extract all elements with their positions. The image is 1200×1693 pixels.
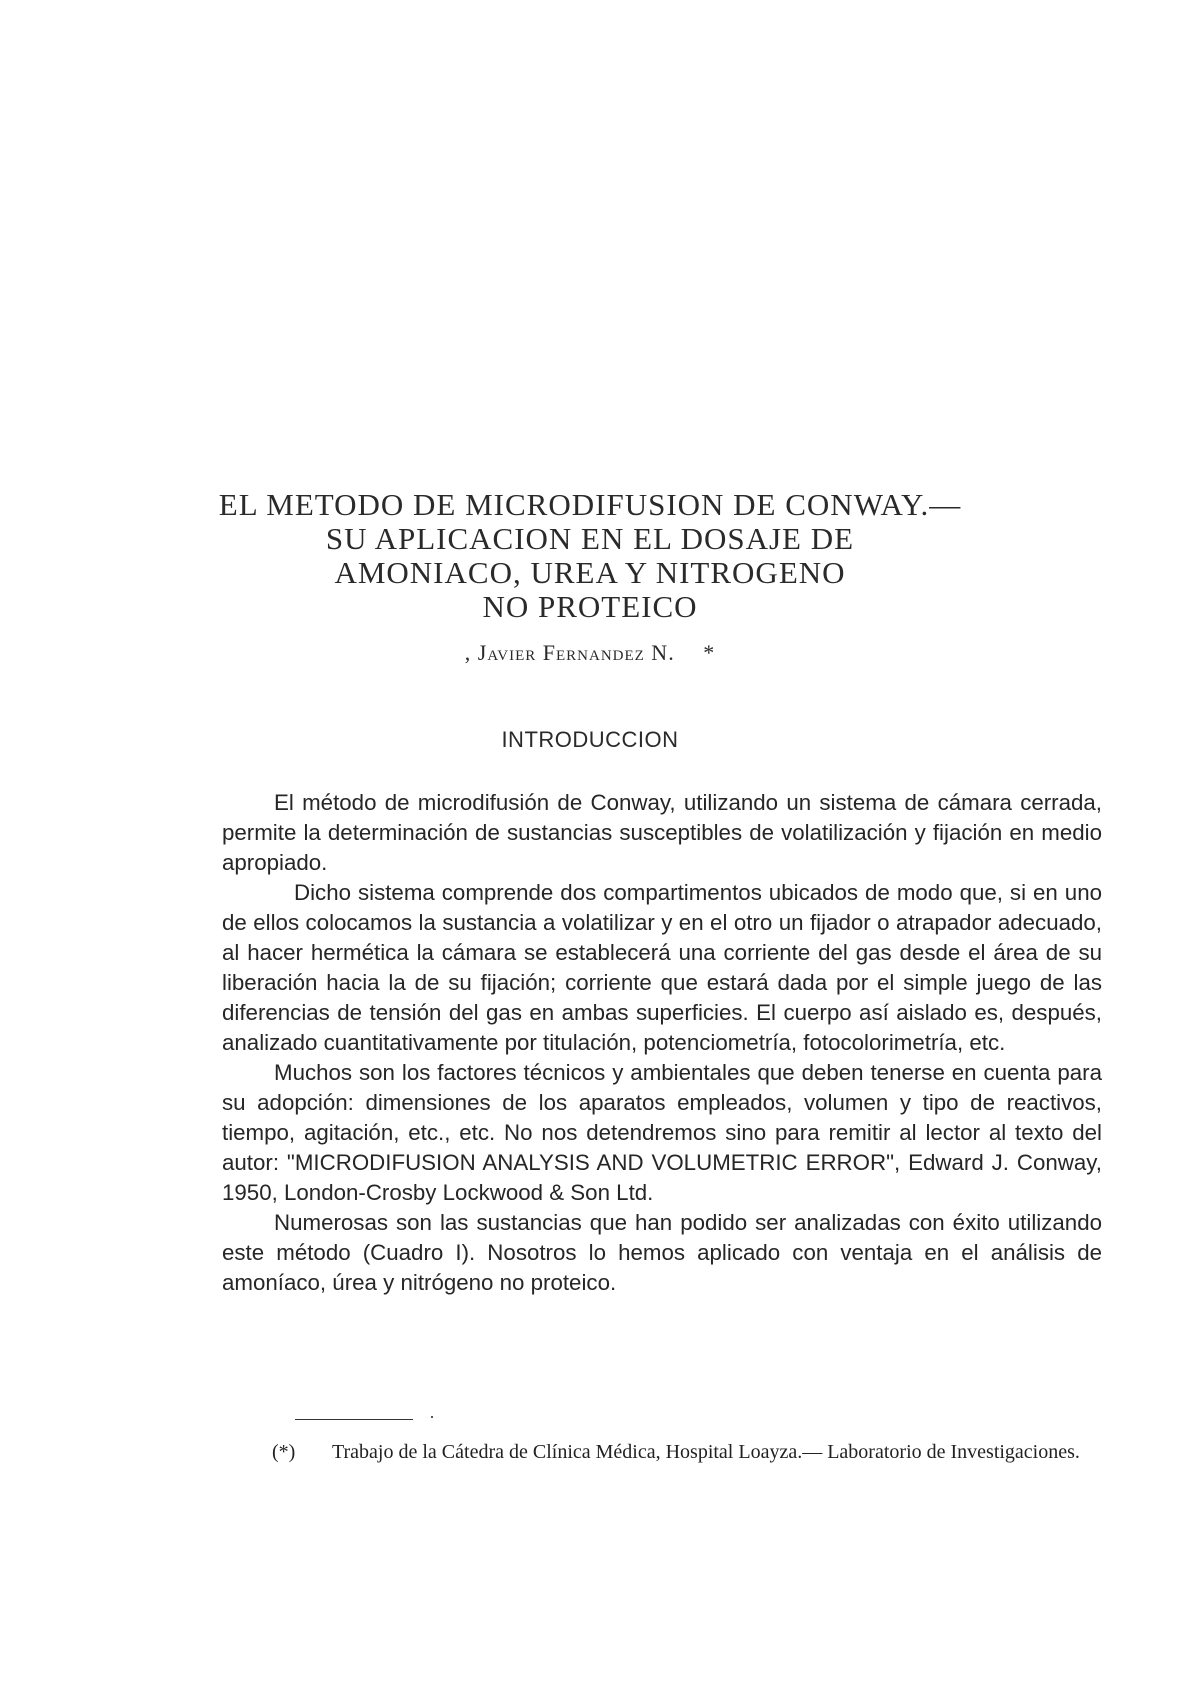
paragraph-3: Muchos son los factores técnicos y ambientales que deben tenerse en cuenta para su adopción: dimensiones de los aparatos empleados, volumen y tipo de reactivos, tiempo, agitación, etc., etc. No nos detendremos sino para remitir al lector al texto del autor: "MICRODIFUSION ANALYSIS AND VOLUMETRIC ERROR", Edward J. Conway, 1950, London-Crosby Lockwood & Son Ltd. [222,1060,1102,1205]
footnote [272,1438,1102,1466]
author-prefix: , [464,640,472,665]
title-line-4: NO PROTEICO [482,589,698,624]
footnote-marker: (*) [272,1441,296,1463]
title-line-2: SU APLICACION EN EL DOSAJE DE [325,521,855,556]
footnote-divider [295,1419,413,1420]
paragraph-1: El método de microdifusión de Conway, utilizando un sistema de cámara cerrada, permite la determinación de sustancias susceptibles de volatilización y fijación en medio apropiado. [222,790,1102,875]
title-line-3: AMONIACO, UREA Y NITROGENO [334,555,846,590]
author-line [200,640,980,666]
author-name: Javier Fernandez N. [477,640,675,665]
section-heading: INTRODUCCION [501,727,679,752]
author-footnote-mark: * [703,640,716,665]
paragraph-2: Dicho sistema comprende dos compartimentos ubicados de modo que, si en uno de ellos colocamos la sustancia a volatilizar y en el otro un fijador o atrapador adecuado, al hacer hermética la cámara se establecerá una corriente del gas desde el área de su liberación hacia la de su fijación; corriente que estará dada por el simple juego de las diferencias de tensión del gas en ambas superficies. El cuerpo así aislado es, después, analizado cuantitativamente por titulación, potenciometría, fotocolorimetría, etc. [222,880,1102,1055]
title-line-1: EL METODO DE MICRODIFUSION DE CONWAY.— [218,487,962,522]
paragraph-4: Numerosas son las sustancias que han podido ser analizadas con éxito utilizando este método (Cuadro I). Nosotros lo hemos aplicado con ventaja en el análisis de amoníaco, úrea y nitrógeno no proteico. [222,1210,1102,1295]
footnote-text: Trabajo de la Cátedra de Clínica Médica, Hospital Loayza.— Laboratorio de Investigaciones. [332,1441,1080,1463]
body-text [222,788,1102,1298]
article-title [200,488,980,624]
footnote-divider-dot [431,1416,433,1418]
